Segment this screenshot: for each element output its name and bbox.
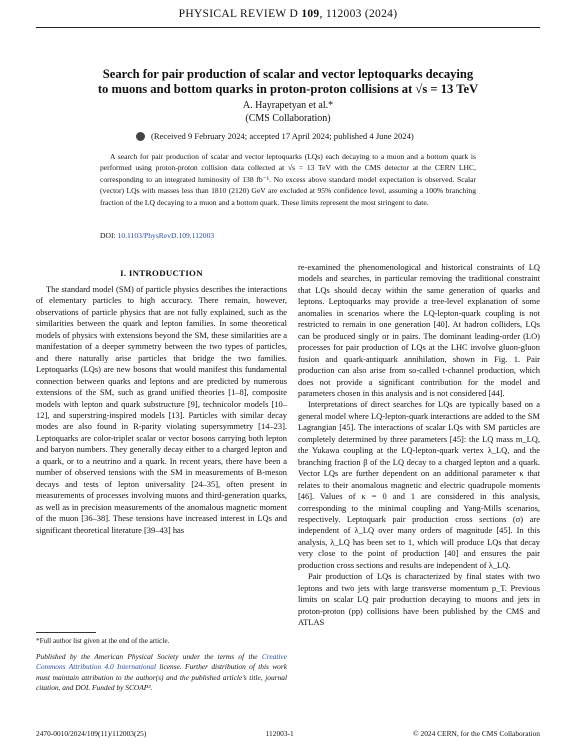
received-dates xyxy=(136,131,466,141)
footer-page: 112003-1 xyxy=(265,729,294,738)
pubnote-text-2: license. Further distribution of this work must maintain attribution to the author(s) and the published article’s title, journal citation, and DOI. Funded by SCOAP³. xyxy=(36,662,288,693)
journal-article: , 112003 (2024) xyxy=(319,8,398,20)
right-column xyxy=(298,262,540,629)
doi-link[interactable]: 10.1103/PhysRevD.109.112003 xyxy=(117,231,215,240)
pubnote-text-1: Published by the American Physical Society under the terms of the xyxy=(36,652,262,661)
left-paragraph-1: The standard model (SM) of particle physics describes the interactions of elementary particles to high accuracy. There remain, however, observations of particle physics that are not fully explained, such as the similarities between the quark and lepton families. In some theoretical models of physics with extensions beyond the SM, these similarities are a manifestation of a deeper symmetry between the two types of particles, and there naturally arise particles that bridge the two families. Leptoquarks (LQs) are new bosons that would manifest this fundamental connection between quarks and leptons and are predicted by numerous extensions of the SM, such as grand unified theories [1–8], composite models with lepton and quark substructure [9], technicolor models [10–12], and superstring-inspired models [13]. Particles with similar decay modes are also found in R-parity violating supersymmetry [14–23]. Leptoquarks are color-triplet scalar or vector bosons carrying both lepton and baryon numbers. They generally decay either to a charged lepton and a quark, or to a neutrino and a quark. In recent years, there have been a number of observed tensions with the SM in measurements of B-meson decays and tests of lepton universality [24–35], often present in measurements of processes involving muons and third-generation quarks, as well as in precision measurements of the anomalous magnetic moment of the muon [36–38]. These tensions have increased interest in LQs and significant theoretical literature [39–43] has xyxy=(36,284,287,535)
license-link[interactable]: Creative Commons Attribution 4.0 International xyxy=(36,652,287,672)
check-updates-icon[interactable] xyxy=(136,132,145,141)
publication-note xyxy=(36,652,287,694)
journal-header xyxy=(0,8,576,20)
collaboration: (CMS Collaboration) xyxy=(245,113,331,124)
doi-line xyxy=(100,231,476,240)
right-paragraph-3: Pair production of LQs is characterized by final states with two leptons and two jets with large transverse momentum p_T. Previous limits on scalar LQ pair production decaying to muons and jets in proton-proton (pp) collisions have been published by the CMS and ATLAS xyxy=(298,571,540,628)
received-text: (Received 9 February 2024; accepted 17 April 2024; published 4 June 2024) xyxy=(151,131,414,141)
article-title xyxy=(60,67,516,97)
abstract: A search for pair production of scalar and vector leptoquarks (LQs) each decaying to a muon and a bottom quark is performed using proton-proton collision data collected at √s = 13 TeV with the CMS detector at the CERN LHC, corresponding to an integrated luminosity of 138 fb⁻¹. No excess above standard model expectation is observed. Scalar (vector) LQs with masses less than 1810 (2120) GeV are excluded at 95% confidence level, assuming a 100% branching fraction of the LQ decaying to a muon and a bottom quark. These limits represent the most stringent to date. xyxy=(100,152,476,207)
journal-volume: 109 xyxy=(301,8,320,20)
footer-copyright: © 2024 CERN, for the CMS Collaboration xyxy=(413,729,540,738)
footnote: *Full author list given at the end of the article. xyxy=(36,637,170,645)
footnote-rule xyxy=(36,632,96,633)
page-footer xyxy=(36,729,540,738)
doi-label: DOI: xyxy=(100,231,118,240)
header-rule xyxy=(36,27,540,28)
title-line-2: to muons and bottom quarks in proton-proton collisions at √s = 13 TeV xyxy=(97,82,479,96)
right-paragraph-2: Interpretations of direct searches for LQs are typically based on a general model where LQ-lepton-quark interactions are added to the SM Lagrangian [45]. The interactions of scalar LQs with SM particles are completely determined by three parameters [45]: the LQ mass m_LQ, the Yukawa coupling at the LQ-lepton-quark vertex λ_LQ, and the branching fraction β of the LQ decay to a charged lepton and a quark. Vector LQs are further dependent on an additional parameter κ that relates to their anomalous magnetic and electric quadrupole moments [46]. Values of κ = 0 and 1 are considered in this analysis, corresponding to the minimal coupling and Yang-Mills scenarios, respectively. Leptoquark pair production cross sections (σ) are independent of λ_LQ over many orders of magnitude [45]. In this analysis, λ_LQ has been set to 1, which will produce LQs that decay very close to the point of production [40] and ensures the pair production cross sections and results are independent of λ_LQ. xyxy=(298,399,540,570)
right-paragraph-1: re-examined the phenomenological and historical constraints of LQ models and searches, in particular removing the traditional constraint that LQs should decay within the same generation of quarks and leptons. Leptoquarks may provide a tree-level explanation of some anomalies in scenarios where the LQ-lepton-quark coupling is not restricted to remain in one generation [40]. At hadron colliders, LQs can be produced singly or in pairs. The dominant leading-order (LO) processes for pair production of LQs at the LHC involve gluon-gluon fusion and quark-antiquark annihilation, shown in Fig. 1. Pair production can also arise from so-called t-channel production, which does not provide a significant contribution for the model and parameters chosen in this analysis and is not considered [44]. xyxy=(298,262,540,398)
title-line-1: Search for pair production of scalar and vector leptoquarks decaying xyxy=(102,67,474,81)
section-heading: I. INTRODUCTION xyxy=(120,268,203,278)
footer-issn: 2470-0010/2024/109(11)/112003(25) xyxy=(36,729,147,738)
left-column xyxy=(36,284,287,536)
journal-name: PHYSICAL REVIEW D xyxy=(178,8,299,20)
author-line[interactable]: A. Hayrapetyan et al.* xyxy=(242,100,334,111)
